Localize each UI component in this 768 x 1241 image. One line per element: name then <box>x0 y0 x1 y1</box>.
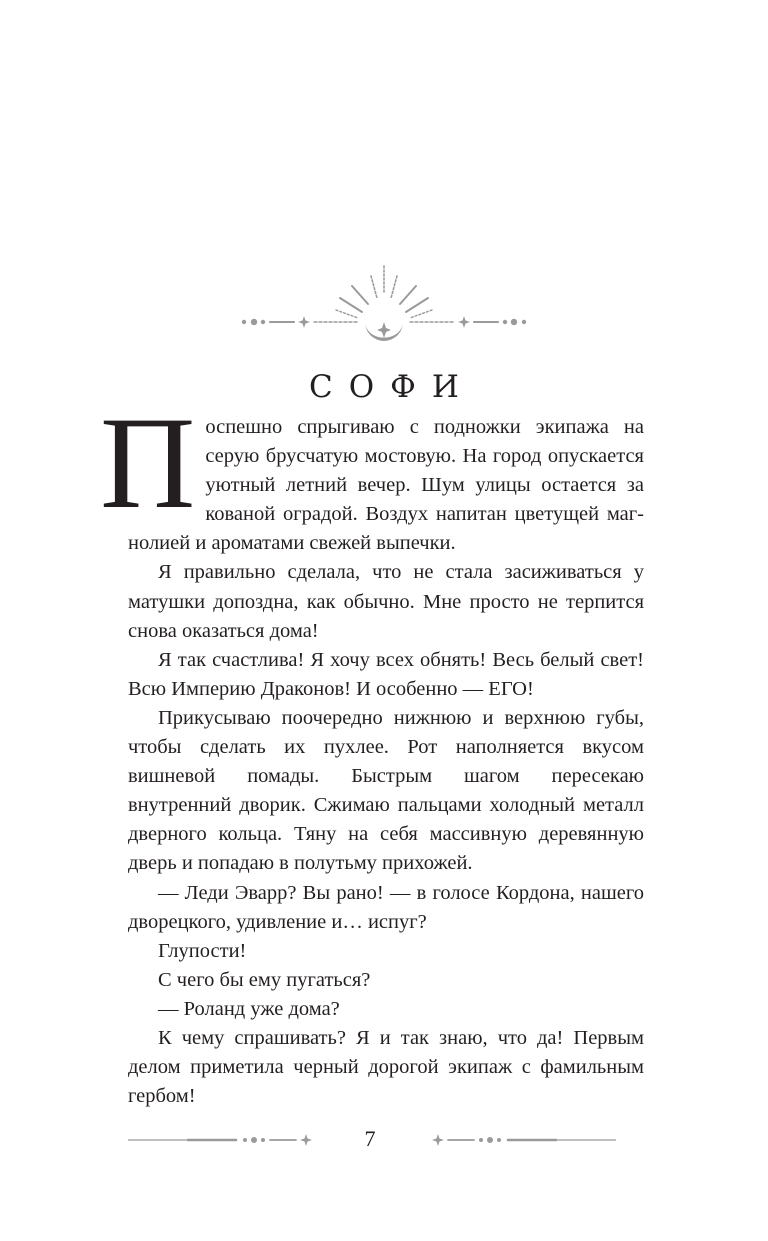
paragraph: К чему спрашивать? Я и так знаю, что да! Первым делом приметила черный дорогой экипаж с фамильным гербом! <box>128 1026 644 1108</box>
paragraph: — Леди Эварр? Вы рано! — в голосе Кордона, нашего дворецкого, удивление и… испуг? <box>128 881 644 933</box>
paragraph: — Роланд уже дома? <box>158 997 340 1020</box>
paragraph: Прикусываю поочередно нижнюю и верхнюю губы, чтобы сделать их пухлее. Рот наполняется вкусом вишневой помады. Быстрым шагом пересекаю внутренний дворик. Сжимаю пальцами холодный металл дверного кольца. Тяну на себя массивную деревянную дверь и попадаю в полутьму прихожей. <box>128 706 644 875</box>
page-number: 7 <box>364 1126 376 1151</box>
paragraph: Поспешно спрыгиваю с подножки экипажа на серую брусчатую мостовую. На город опускается уютный летний вечер. Шум улицы остается за кованой оградой. Воздух напитан цветущей магнолией и ароматами свежей выпечки. <box>100 389 644 555</box>
paragraph: Глупости! <box>158 939 247 962</box>
body-text <box>100 389 644 1111</box>
chapter-ornament <box>234 262 534 344</box>
drop-cap: П <box>100 389 196 536</box>
paragraph: Я правильно сделала, что не стала засиживаться у матушки допоздна, как обычно. Мне просто не терпится снова оказаться дома! <box>128 561 644 642</box>
footer-ornament-left <box>128 1133 316 1147</box>
paragraph: Я так счастлива! Я хочу всех обнять! Весь белый свет! Всю Империю Драконов! И особенно — ЕГО! <box>128 648 644 700</box>
chapter-title: СОФИ <box>309 368 475 405</box>
paragraph: С чего бы ему пугаться? <box>158 968 371 991</box>
footer-ornament-right <box>428 1133 616 1147</box>
